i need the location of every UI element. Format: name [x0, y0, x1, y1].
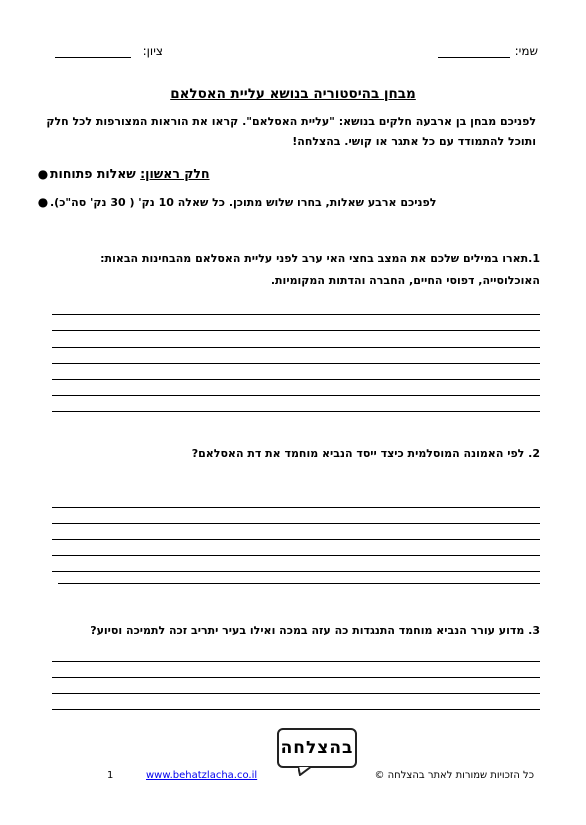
footer-url-link[interactable]: www.behatzlacha.co.il — [146, 770, 258, 781]
intro-line-1: לפניכם מבחן בן ארבעה חלקים בנושא: "עליית האסלאם". קראו את הוראות המצורפות לכל חלק — [46, 115, 536, 128]
name-field[interactable] — [438, 57, 510, 58]
question-3 — [40, 620, 540, 642]
answer-line[interactable] — [52, 347, 540, 348]
part1-instruction-row — [36, 195, 546, 209]
answer-line[interactable] — [52, 507, 540, 508]
answer-line[interactable] — [58, 583, 540, 584]
answer-line[interactable] — [52, 330, 540, 331]
answer-line[interactable] — [52, 539, 540, 540]
bullet-icon: ● — [37, 166, 49, 181]
answer-line[interactable] — [52, 693, 540, 694]
intro-line-2: ותוכל להתמודד עם כל אתגר או קושי. בהצלחה! — [292, 135, 536, 148]
grade-label: ציון: — [142, 44, 163, 58]
logo-speech-tail-icon — [298, 766, 314, 776]
answer-line[interactable] — [52, 709, 540, 710]
intro-text — [36, 112, 536, 152]
question-1-line-1: 1.תארו במילים שלכם את המצב בחצי האי ערב לפני עליית האסלאם מהבחינות הבאות: — [100, 252, 540, 265]
name-label: שמי: — [514, 44, 538, 58]
bullet-icon: ● — [37, 195, 49, 209]
answer-line[interactable] — [52, 411, 540, 412]
answer-line[interactable] — [52, 555, 540, 556]
question-1-line-2: האוכלוסייה, דפוסי החיים, החברה והדתות המקומיות. — [270, 274, 540, 287]
grade-field[interactable] — [55, 57, 131, 58]
answer-line[interactable] — [52, 363, 540, 364]
part1-heading-label: חלק ראשון: — [140, 166, 210, 181]
page-title: מבחן בהיסטוריה בנושא עליית האסלאם — [170, 86, 416, 102]
part1-instruction: לפניכם ארבע שאלות, בחרו שלוש מתוכן. כל שאלה 10 נק' ( 30 נק' סה"כ). — [50, 195, 437, 209]
logo-text: בהצלחה — [280, 738, 354, 758]
answer-line[interactable] — [52, 661, 540, 662]
logo — [277, 728, 357, 768]
answer-line[interactable] — [52, 395, 540, 396]
question-1 — [40, 248, 540, 292]
question-3-line-1: 3. מדוע עורר הנביא מוחמד התנגדות כה עזה במכה ואילו בעיר יתריב זכה לתמיכה וסיוע? — [90, 624, 540, 637]
footer-copyright: כל הזכויות שמורות לאתר בהצלחה © — [374, 770, 534, 781]
answer-line[interactable] — [52, 677, 540, 678]
answer-line[interactable] — [52, 379, 540, 380]
question-2-line-1: 2. לפי האמונה המוסלמית כיצד ייסד הנביא מוחמד את דת האסלאם? — [191, 447, 540, 460]
part1-heading-row — [36, 166, 546, 181]
part1-heading-rest: שאלות פתוחות — [50, 166, 141, 181]
answer-line[interactable] — [52, 314, 540, 315]
part1-heading — [50, 166, 210, 181]
page-number: 1 — [107, 770, 114, 781]
answer-line[interactable] — [52, 523, 540, 524]
answer-line[interactable] — [52, 571, 540, 572]
question-2 — [40, 443, 540, 465]
